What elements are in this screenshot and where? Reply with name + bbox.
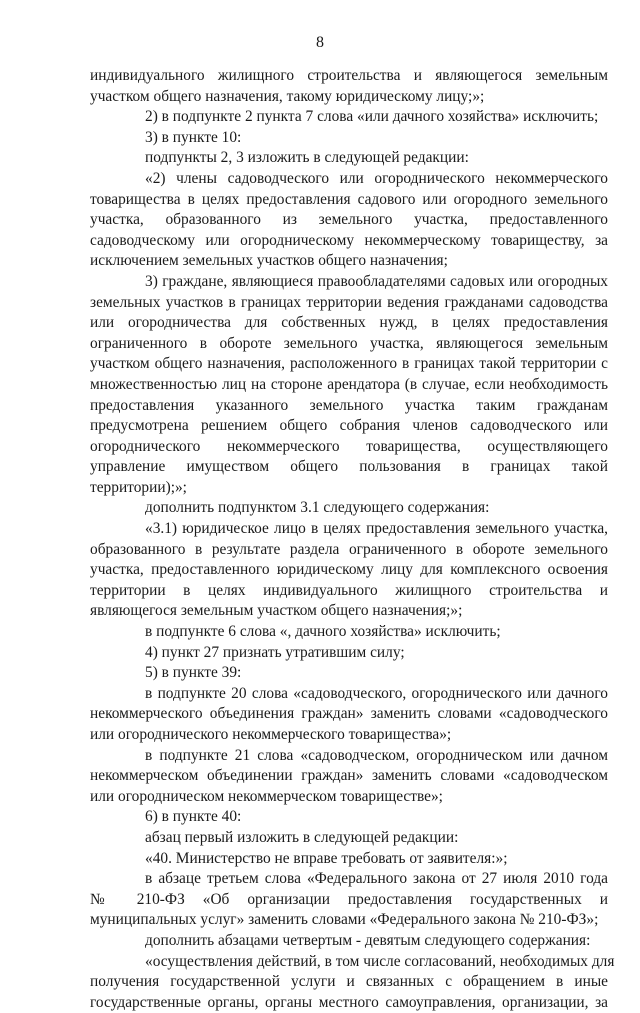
text-line: получения государственной услуги и связанных с обращением в иные bbox=[90, 973, 608, 991]
text-line: территории в целях индивидуального жилищного строительства и bbox=[90, 581, 608, 599]
text-line: исключением земельных участков общего назначения; bbox=[90, 252, 448, 270]
text-line: 3) в пункте 10: bbox=[145, 128, 242, 146]
text-line: участка, образованного из земельного участка, предоставленного bbox=[90, 211, 608, 229]
text-line: 6) в пункте 40: bbox=[145, 808, 242, 826]
text-line: государственные органы, органы местного самоуправления, организации, за bbox=[90, 993, 608, 1011]
text-line: 2) в подпункте 2 пункта 7 слова «или дачного хозяйства» исключить; bbox=[145, 108, 599, 126]
text-line: садоводческому или огородническому некоммерческому товариществу, за bbox=[90, 231, 608, 249]
text-line: № 210-ФЗ «Об организации предоставления государственных и bbox=[90, 890, 608, 908]
text-line: «2) члены садоводческого или огороднического некоммерческого bbox=[145, 169, 608, 187]
text-line: предусмотрена решением общего собрания членов садоводческого или bbox=[90, 417, 608, 435]
text-line: подпункты 2, 3 изложить в следующей редакции: bbox=[145, 149, 469, 167]
text-line: участком общего назначения, расположенного в границах такой территории с bbox=[90, 355, 608, 373]
text-line: предоставления указанного земельного участка таким гражданам bbox=[90, 396, 608, 414]
text-line: «40. Министерство не вправе требовать от заявителя:»; bbox=[145, 849, 508, 867]
text-line: в абзаце третьем слова «Федерального закона от 27 июля 2010 года bbox=[145, 870, 608, 888]
text-line: 3) граждане, являющиеся правообладателями садовых или огородных bbox=[145, 272, 608, 290]
text-line: индивидуального жилищного строительства и являющегося земельным bbox=[90, 67, 608, 84]
page-number: 8 bbox=[316, 34, 324, 51]
text-line: «осуществления действий, в том числе согласований, необходимых для bbox=[145, 952, 615, 970]
text-line: образованного в результате раздела ограниченного в обороте земельного bbox=[90, 540, 608, 558]
text-line: некоммерческого объединения граждан» заменить словами «садоводческого bbox=[90, 705, 608, 723]
text-line: участком общего назначения, такому юридическому лицу;»; bbox=[90, 87, 485, 105]
text-line: 4) пункт 27 признать утратившим силу; bbox=[145, 643, 405, 661]
text-line: земельных участков в границах территории ведения гражданами садоводства bbox=[90, 293, 608, 311]
text-line: или огороднического некоммерческого товарищества»; bbox=[90, 726, 452, 743]
text-line: в подпункте 21 слова «садоводческом, огородническом или дачном bbox=[145, 746, 608, 764]
text-line: территории);»; bbox=[90, 478, 187, 496]
text-line: муниципальных услуг» заменить словами «Федерального закона № 210-ФЗ»; bbox=[90, 911, 599, 929]
text-line: ограниченного в обороте земельного участка, являющегося земельным bbox=[90, 334, 608, 352]
text-line: дополнить подпунктом 3.1 следующего содержания: bbox=[145, 499, 490, 517]
text-line: множественностью лиц на стороне арендатора (в случае, если необходимость bbox=[90, 375, 608, 393]
text-line: 5) в пункте 39: bbox=[145, 664, 242, 682]
text-line: «3.1) юридическое лицо в целях предоставления земельного участка, bbox=[145, 520, 608, 538]
text-line: дополнить абзацами четвертым - девятым следующего содержания: bbox=[145, 931, 591, 949]
text-line: товарищества в целях предоставления садового или огородного земельного bbox=[90, 190, 608, 208]
text-line: огороднического некоммерческого товарищества, осуществляющего bbox=[90, 437, 608, 455]
text-line: управление имуществом общего пользования в границах такой bbox=[90, 458, 608, 476]
text-line: или огородничества для собственных нужд, в целях предоставления bbox=[90, 314, 608, 332]
text-line: или огородническом некоммерческом товариществе»; bbox=[90, 787, 443, 805]
document-body bbox=[90, 66, 615, 1013]
text-line: абзац первый изложить в следующей редакции: bbox=[145, 828, 459, 846]
text-line: в подпункте 6 слова «, дачного хозяйства» исключить; bbox=[145, 623, 501, 641]
text-line: в подпункте 20 слова «садоводческого, огороднического или дачного bbox=[145, 684, 608, 702]
text-line: являющегося земельным участком общего назначения;»; bbox=[90, 602, 463, 620]
text-line: некоммерческом объединении граждан» заменить словами «садоводческом bbox=[90, 767, 608, 785]
text-line: участка, предоставленного юридическому лицу для комплексного освоения bbox=[90, 561, 608, 579]
